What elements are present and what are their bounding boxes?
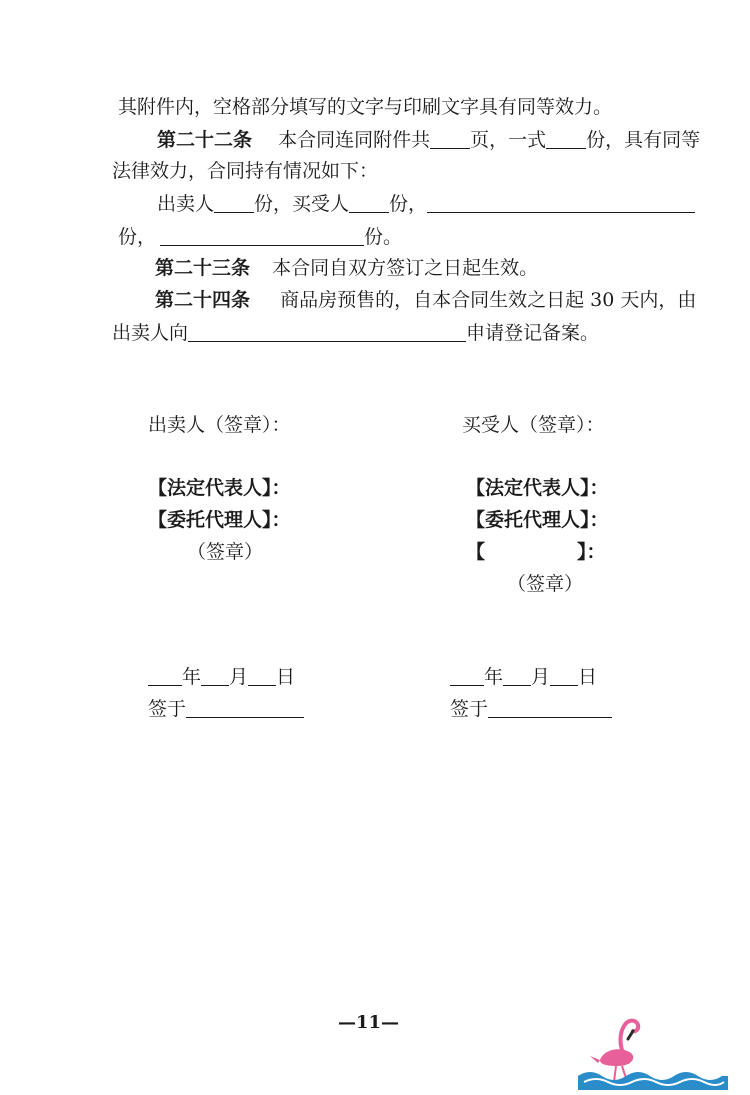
buyer-signed-at-label: 签于: [450, 698, 489, 720]
holder-fen-2: 份，: [389, 193, 428, 215]
seller-day-label: 日: [276, 666, 296, 688]
seller-signed-at: [148, 699, 304, 719]
seller-month-label: 月: [229, 666, 249, 688]
holders-line-1: [157, 194, 695, 214]
buyer-date: [450, 667, 597, 687]
blank-other-holder-2[interactable]: [160, 227, 364, 246]
blank-pages[interactable]: [430, 130, 470, 149]
article-23: [155, 259, 538, 278]
seller-signed-at-label: 签于: [148, 698, 187, 720]
buyer-bracket-close: 】：: [577, 541, 606, 563]
blank-seller-year[interactable]: [148, 667, 182, 686]
flamingo-logo-icon: [578, 1010, 728, 1090]
holder-buyer-label: 买受人: [292, 193, 350, 215]
seller-legal-rep: 【法定代表人】：: [148, 477, 291, 499]
article-24-line-2: [112, 323, 599, 343]
buyer-year-label: 年: [484, 666, 504, 688]
blank-seller-copies[interactable]: [214, 194, 254, 213]
article-23-text: 本合同自双方签订之日起生效。: [272, 257, 539, 279]
seller-signature-title: 出卖人（签章）：: [148, 414, 291, 436]
buyer-month-label: 月: [531, 666, 551, 688]
blank-copies[interactable]: [546, 130, 586, 149]
article-22-heading: 第二十二条: [157, 129, 253, 151]
article-22-line-2: 法律效力，合同持有情况如下：: [112, 160, 379, 182]
article-22-text-b: 页，一式: [470, 129, 547, 151]
blank-seller-month[interactable]: [201, 667, 229, 686]
page-number: —11—: [338, 1012, 400, 1033]
holders-line-2: [118, 227, 402, 247]
blank-registry-office[interactable]: [188, 323, 466, 342]
article-22-text-c: 份，具有同等: [586, 129, 701, 151]
seller-year-label: 年: [182, 666, 202, 688]
text-line-1: 其附件内，空格部分填写的文字与印刷文字具有同等效力。: [118, 96, 613, 118]
holder-fen-4: 份。: [364, 226, 403, 248]
blank-buyer-year[interactable]: [450, 667, 484, 686]
article-24-heading: 第二十四条: [155, 289, 251, 311]
holder-fen-3: 份，: [118, 226, 157, 248]
blank-buyer-place[interactable]: [488, 699, 612, 718]
buyer-bracket-open: 【: [466, 541, 486, 563]
holder-fen-1: 份，: [254, 193, 293, 215]
buyer-day-label: 日: [578, 666, 598, 688]
buyer-legal-rep: 【法定代表人】：: [466, 477, 609, 499]
article-22: [157, 130, 700, 150]
seller-seal: （签章）: [187, 541, 264, 563]
article-22-text-a: 本合同连同附件共: [278, 129, 431, 151]
buyer-seal: （签章）: [507, 573, 584, 595]
seller-date: [148, 667, 295, 687]
article-24-text: 商品房预售的，自本合同生效之日起 30 天内，由: [280, 289, 697, 311]
blank-seller-day[interactable]: [248, 667, 276, 686]
buyer-signature-title: 买受人（签章）：: [462, 414, 605, 436]
article-23-heading: 第二十三条: [155, 257, 251, 279]
buyer-agent: 【委托代理人】：: [466, 509, 609, 531]
buyer-signed-at: [450, 699, 612, 719]
blank-seller-place[interactable]: [186, 699, 304, 718]
article-24-text-b: 申请登记备案。: [466, 322, 600, 344]
seller-agent: 【委托代理人】：: [148, 509, 291, 531]
blank-buyer-day[interactable]: [550, 667, 578, 686]
blank-buyer-month[interactable]: [503, 667, 531, 686]
holder-seller-label: 出卖人: [157, 193, 215, 215]
blank-other-holder[interactable]: [427, 194, 695, 213]
article-24-text-a: 出卖人向: [112, 322, 189, 344]
blank-buyer-copies[interactable]: [349, 194, 389, 213]
buyer-bracket-line: [466, 543, 606, 562]
article-24: [155, 291, 696, 310]
